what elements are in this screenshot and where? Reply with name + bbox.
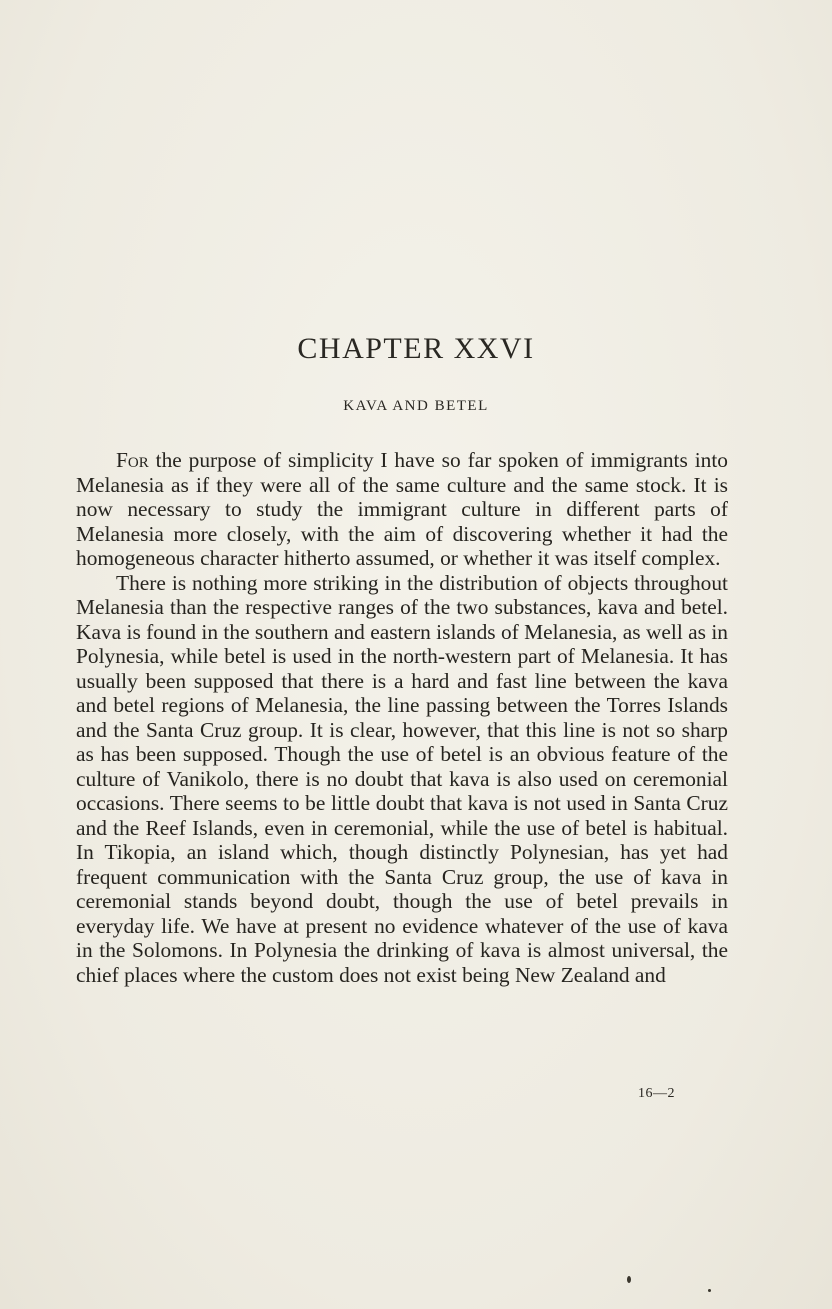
body-text	[76, 448, 728, 987]
signature-mark: 16—2	[638, 1086, 675, 1101]
chapter-subtitle: KAVA AND BETEL	[343, 398, 489, 414]
ink-speck	[627, 1276, 631, 1283]
paragraph-1-text: the purpose of simplicity I have so far spoken of immigrants into Melanesia as if they were all of the same culture and the same stock. It is now necessary to study the immigrant culture in different parts of Melanesia more closely, with the aim of discovering whether it had the homogeneous character hitherto assumed, or whether it was itself complex.	[76, 448, 728, 570]
paragraph-lead-word: For	[116, 448, 149, 472]
paragraph-1	[76, 448, 728, 571]
ink-speck	[708, 1289, 711, 1292]
chapter-title: CHAPTER XXVI	[297, 332, 535, 365]
paragraph-2: There is nothing more striking in the distribution of objects throughout Melanesia than the respective ranges of the two substances, kava and betel. Kava is found in the southern and eastern islands of Melanesia, as well as in Polynesia, while betel is used in the north-western part of Melanesia. It has usually been supposed that there is a hard and fast line between the kava and betel regions of Melanesia, the line passing between the Torres Islands and the Santa Cruz group. It is clear, however, that this line is not so sharp as has been supposed. Though the use of betel is an obvious feature of the culture of Vanikolo, there is no doubt that kava is also used on ceremonial occasions. There seems to be little doubt that kava is not used in Santa Cruz and the Reef Islands, even in ceremonial, while the use of betel is habitual. In Tikopia, an island which, though distinctly Polynesian, has yet had frequent communication with the Santa Cruz group, the use of kava in ceremonial stands beyond doubt, though the use of betel prevails in everyday life. We have at present no evidence whatever of the use of kava in the Solomons. In Polynesia the drinking of kava is almost universal, the chief places where the custom does not exist being New Zealand and	[76, 570, 728, 987]
